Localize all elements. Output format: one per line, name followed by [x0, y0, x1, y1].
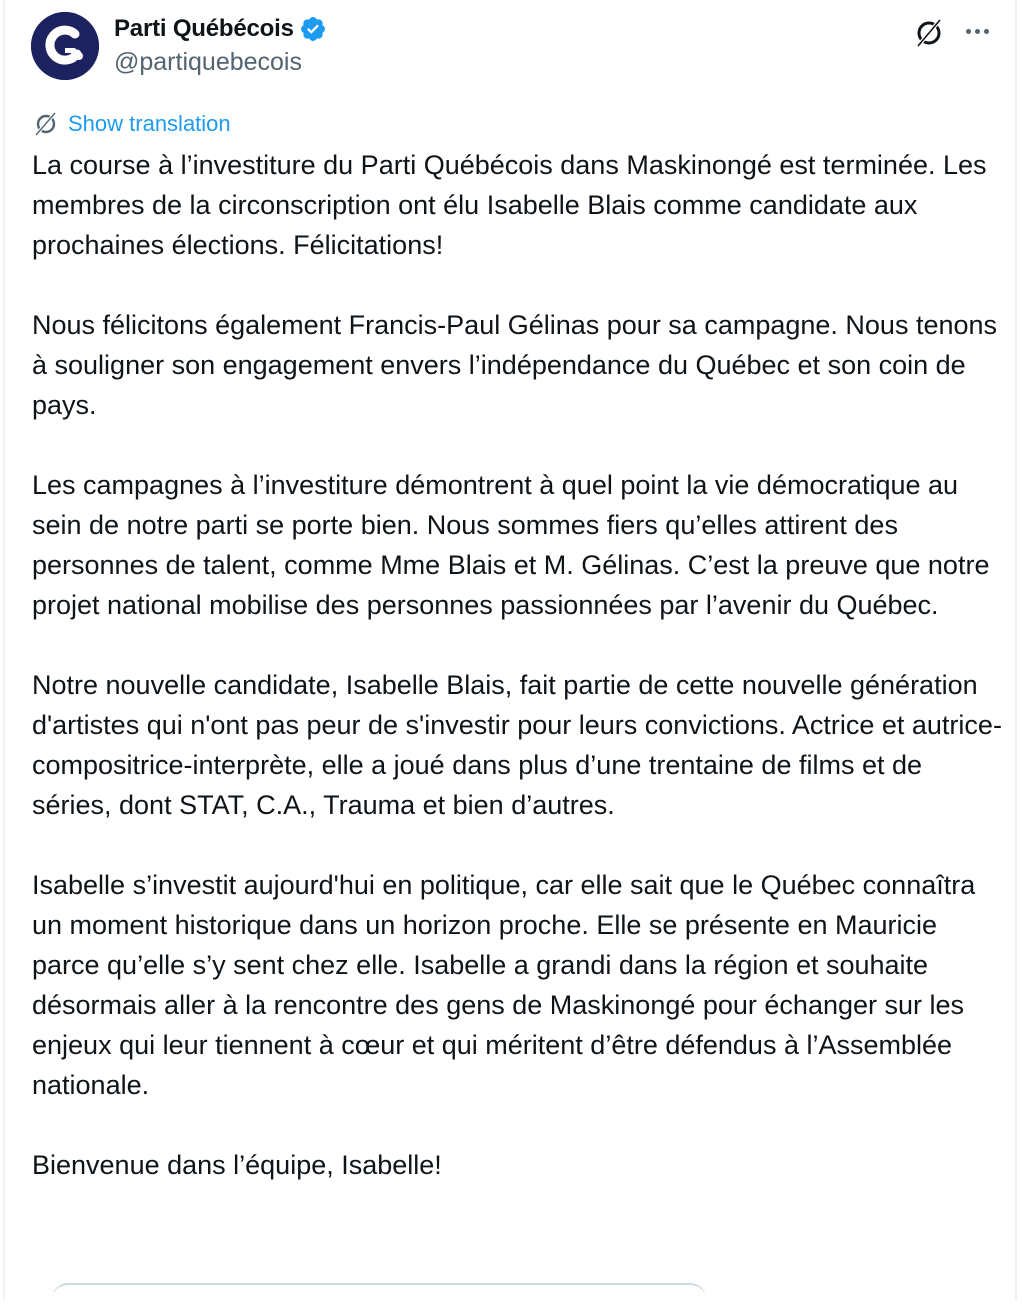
grok-icon — [32, 110, 60, 138]
grok-icon — [912, 16, 946, 50]
show-translation-row[interactable] — [32, 110, 231, 138]
media-card[interactable] — [52, 1283, 706, 1305]
author-handle[interactable]: @partiquebecois — [114, 48, 302, 76]
tweet-text — [32, 145, 1002, 1225]
tweet-paragraph: Isabelle s’investit aujourd'hui en politique, car elle sait que le Québec connaîtra un moment historique dans un horizon proche. Elle se présente en Mauricie parce qu’elle s’y sent chez elle. Isabelle a grandi dans la région et souhaite désormais aller à la rencontre des gens de Maskinongé pour échanger sur les enjeux qui leur tiennent à cœur et qui méritent d’être défendus à l’Assemblée nationale. — [32, 870, 976, 1100]
avatar[interactable] — [31, 12, 99, 80]
show-translation-link[interactable]: Show translation — [68, 111, 231, 136]
tweet-paragraph: Les campagnes à l’investiture démontrent à quel point la vie démocratique au sein de notre parti se porte bien. Nous sommes fiers qu’elles attirent des personnes de talent, comme Mme Blais et M. Gélinas. C’est la preuve que notre projet national mobilise des personnes passionnées par l’avenir du Québec. — [32, 470, 990, 620]
author-name-row — [114, 15, 327, 43]
pq-logo-icon — [31, 12, 99, 80]
verified-badge-icon[interactable] — [299, 15, 327, 43]
tweet-paragraph: Nous félicitons également Francis-Paul Gélinas pour sa campagne. Nous tenons à souligner son engagement envers l’indépendance du Québec et son coin de pays. — [32, 310, 998, 420]
more-horizontal-icon — [966, 29, 971, 34]
tweet-paragraph: La course à l’investiture du Parti Québécois dans Maskinongé est terminée. Les membres de la circonscription ont élu Isabelle Blais comme candidate aux prochaines élections. Félicitations! — [32, 150, 987, 260]
tweet-paragraph: Bienvenue dans l’équipe, Isabelle! — [32, 1150, 442, 1180]
tweet-paragraph: Notre nouvelle candidate, Isabelle Blais, fait partie de cette nouvelle génération d'artistes qui n'ont pas peur de s'investir pour leurs convictions. Actrice et autrice-compositrice-interprète, elle a joué dans plus d’une trentaine de films et de séries, dont STAT, C.A., Trauma et bien d’autres. — [32, 670, 1002, 820]
more-options-button[interactable] — [960, 14, 994, 48]
grok-button[interactable] — [912, 16, 946, 50]
author-display-name[interactable]: Parti Québécois — [114, 15, 294, 42]
